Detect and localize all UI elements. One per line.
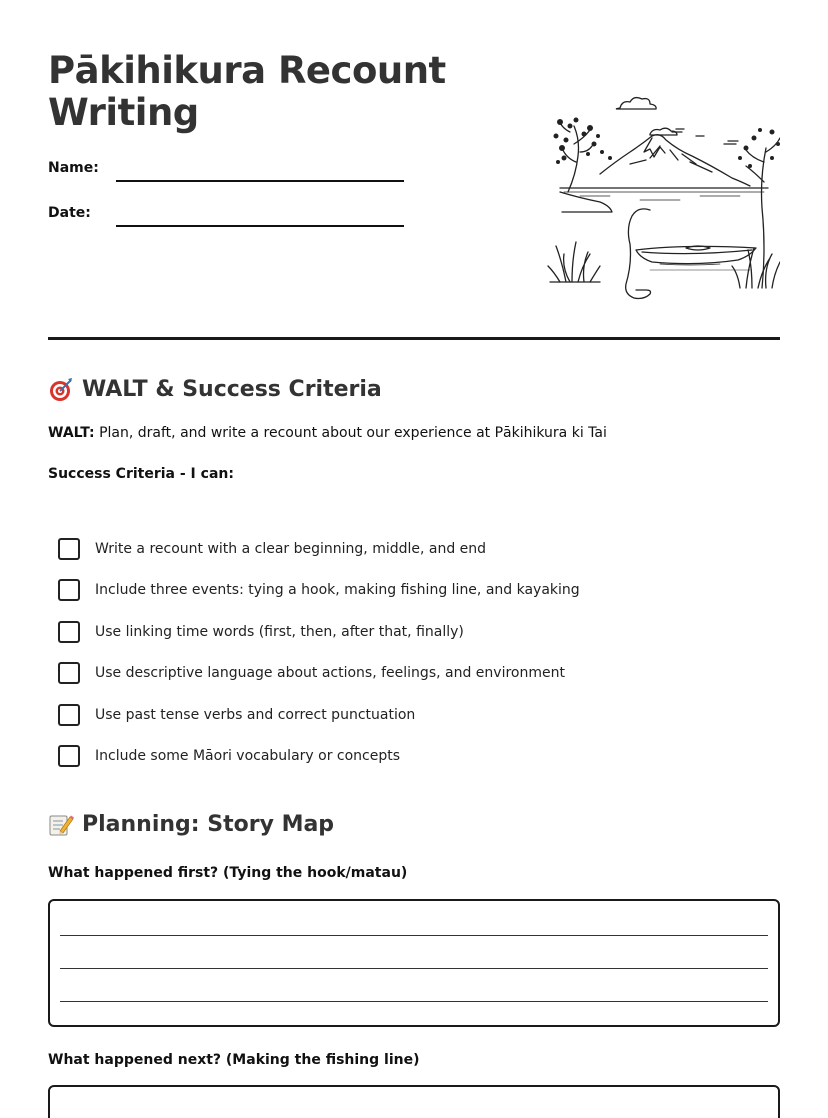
criteria-text: Use past tense verbs and correct punctuation — [95, 706, 416, 723]
page-title: Pākihikura Recount Writing — [48, 49, 446, 134]
criteria-checkbox[interactable] — [58, 704, 80, 726]
criteria-checkbox[interactable] — [58, 579, 80, 601]
question-next: What happened next? (Making the fishing line) — [48, 1052, 420, 1068]
answer-box-first[interactable] — [48, 899, 780, 1027]
answer-box-next[interactable] — [48, 1085, 780, 1118]
criteria-item — [58, 611, 580, 653]
write-line — [60, 968, 768, 969]
walt-statement — [48, 425, 607, 441]
success-criteria-list — [58, 528, 580, 777]
target-icon — [48, 376, 74, 402]
date-write-line[interactable] — [116, 225, 404, 227]
walt-label: WALT: — [48, 425, 95, 441]
criteria-item — [58, 653, 580, 695]
walt-heading — [48, 376, 382, 402]
planning-heading — [48, 811, 334, 837]
name-label: Name: — [48, 160, 99, 176]
planning-heading-text: Planning: Story Map — [82, 811, 335, 837]
lake-kayak-illustration — [510, 92, 780, 304]
memo-icon — [48, 811, 74, 837]
criteria-item — [58, 528, 580, 570]
write-line — [60, 935, 768, 936]
criteria-text: Include some Māori vocabulary or concepts — [95, 748, 401, 765]
date-label: Date: — [48, 205, 91, 221]
criteria-item — [58, 736, 580, 778]
criteria-item — [58, 570, 580, 612]
criteria-checkbox[interactable] — [58, 621, 80, 643]
success-criteria-title: Success Criteria - I can: — [48, 466, 234, 482]
criteria-text: Use descriptive language about actions, feelings, and environment — [95, 665, 565, 682]
walt-heading-text: WALT & Success Criteria — [82, 376, 382, 402]
date-field[interactable] — [48, 203, 408, 229]
name-write-line[interactable] — [116, 180, 404, 182]
write-line — [60, 1001, 768, 1002]
walt-text: Plan, draft, and write a recount about our experience at Pākihikura ki Tai — [94, 425, 607, 441]
criteria-item — [58, 694, 580, 736]
criteria-checkbox[interactable] — [58, 745, 80, 767]
question-first: What happened first? (Tying the hook/matau) — [48, 865, 408, 881]
criteria-text: Include three events: tying a hook, making fishing line, and kayaking — [95, 582, 580, 599]
criteria-checkbox[interactable] — [58, 662, 80, 684]
criteria-text: Write a recount with a clear beginning, middle, and end — [95, 540, 487, 557]
criteria-checkbox[interactable] — [58, 538, 80, 560]
criteria-text: Use linking time words (first, then, after that, finally) — [95, 623, 464, 640]
worksheet-header — [48, 0, 780, 340]
name-field[interactable] — [48, 158, 408, 184]
